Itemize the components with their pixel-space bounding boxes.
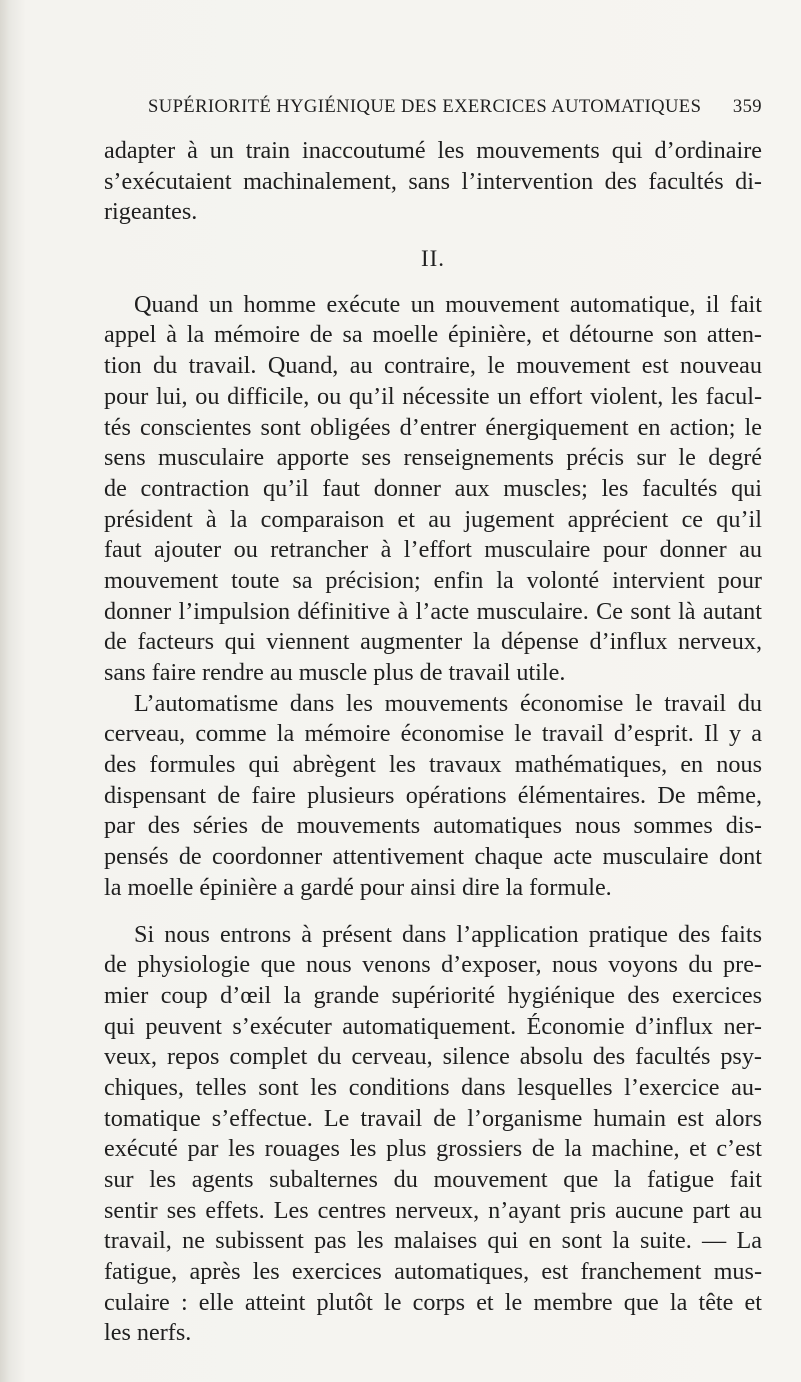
text-line: adapter à un train inaccoutumé les mouvements qui d’ordinaire xyxy=(104,137,762,164)
text-line: tomatique s’effectue. Le travail de l’organisme humain est alors xyxy=(104,1104,762,1132)
text-line: faut ajouter ou retrancher à l’effort musculaire pour donner au xyxy=(104,536,762,564)
text-line: sentir ses effets. Les centres nerveux, n’ayant pris aucune part au xyxy=(104,1196,762,1224)
text-line: par des séries de mouvements automatiques nous sommes dis- xyxy=(104,812,762,840)
text-line: rigeantes. xyxy=(104,198,198,226)
text-line: la moelle épinière a gardé pour ainsi dire la formule. xyxy=(104,873,612,901)
text-line: exécuté par les rouages les plus grossiers de la machine, et c’est xyxy=(104,1135,762,1163)
section-heading: II. xyxy=(420,246,446,272)
text-line: de facteurs qui viennent augmenter la dépense d’influx nerveux, xyxy=(104,628,762,656)
text-line: sans faire rendre au muscle plus de travail utile. xyxy=(104,659,566,686)
text-line: pensés de coordonner attentivement chaque acte musculaire dont xyxy=(104,843,762,871)
paragraph-3 xyxy=(104,920,762,1350)
paragraph-1 xyxy=(104,290,762,689)
opening-paragraph xyxy=(104,136,762,228)
text-line: dispensant de faire plusieurs opérations élémentaires. De même, xyxy=(104,781,762,809)
text-line: tion du travail. Quand, au contraire, le mouvement est nouveau xyxy=(104,352,762,380)
text-line: sens musculaire apporte ses renseignements précis sur le degré xyxy=(104,444,762,472)
text-line: sur les agents subalternes du mouvement que la fatigue fait xyxy=(104,1166,762,1193)
text-line: chiques, telles sont les conditions dans lesquelles l’exercice au- xyxy=(104,1073,762,1101)
text-line: les nerfs. xyxy=(104,1319,192,1347)
text-line: culaire : elle atteint plutôt le corps et le membre que la tête et xyxy=(104,1288,762,1316)
text-line: travail, ne subissent pas les malaises qui en sont la suite. — La xyxy=(104,1227,762,1255)
paragraph-2 xyxy=(104,689,762,904)
text-line: Si nous entrons à présent dans l’application pratique des faits xyxy=(134,920,762,948)
text-line: mier coup d’œil la grande supériorité hygiénique des exercices xyxy=(104,981,762,1009)
text-line: cerveau, comme la mémoire économise le travail d’esprit. Il y a xyxy=(104,720,762,748)
text-line: des formules qui abrègent les travaux mathématiques, en nous xyxy=(104,751,762,779)
paragraph-gap xyxy=(104,904,762,920)
text-line: de contraction qu’il faut donner aux muscles; les facultés qui xyxy=(104,474,762,502)
page-header xyxy=(148,96,762,126)
body-text xyxy=(104,136,762,1349)
text-line: qui peuvent s’exécuter automatiquement. Économie d’influx ner- xyxy=(104,1012,762,1040)
text-line: L’automatisme dans les mouvements économise le travail du xyxy=(134,689,762,717)
page-number: 359 xyxy=(732,96,762,117)
text-line: appel à la mémoire de sa moelle épinière, et détourne son atten- xyxy=(104,321,762,349)
text-line: fatigue, après les exercices automatiques, est franchement mus- xyxy=(104,1258,762,1286)
text-line: donner l’impulsion définitive à l’acte musculaire. Ce sont là autant xyxy=(104,597,762,625)
text-line: pour lui, ou difficile, ou qu’il nécessite un effort violent, les facul- xyxy=(104,382,762,410)
text-line: président à la comparaison et au jugement apprécient ce qu’il xyxy=(104,505,762,533)
text-line: s’exécutaient machinalement, sans l’intervention des facultés di- xyxy=(104,167,762,195)
running-head: SUPÉRIORITÉ HYGIÉNIQUE DES EXERCICES AUTOMATIQUES xyxy=(148,96,702,117)
text-line: de physiologie que nous venons d’exposer, nous voyons du pre- xyxy=(104,951,762,979)
text-line: tés conscientes sont obligées d’entrer énergiquement en action; le xyxy=(104,413,762,441)
text-line: veux, repos complet du cerveau, silence absolu des facultés psy- xyxy=(104,1043,762,1071)
text-line: Quand un homme exécute un mouvement automatique, il fait xyxy=(134,290,762,318)
text-line: mouvement toute sa précision; enfin la volonté intervient pour xyxy=(104,566,762,594)
